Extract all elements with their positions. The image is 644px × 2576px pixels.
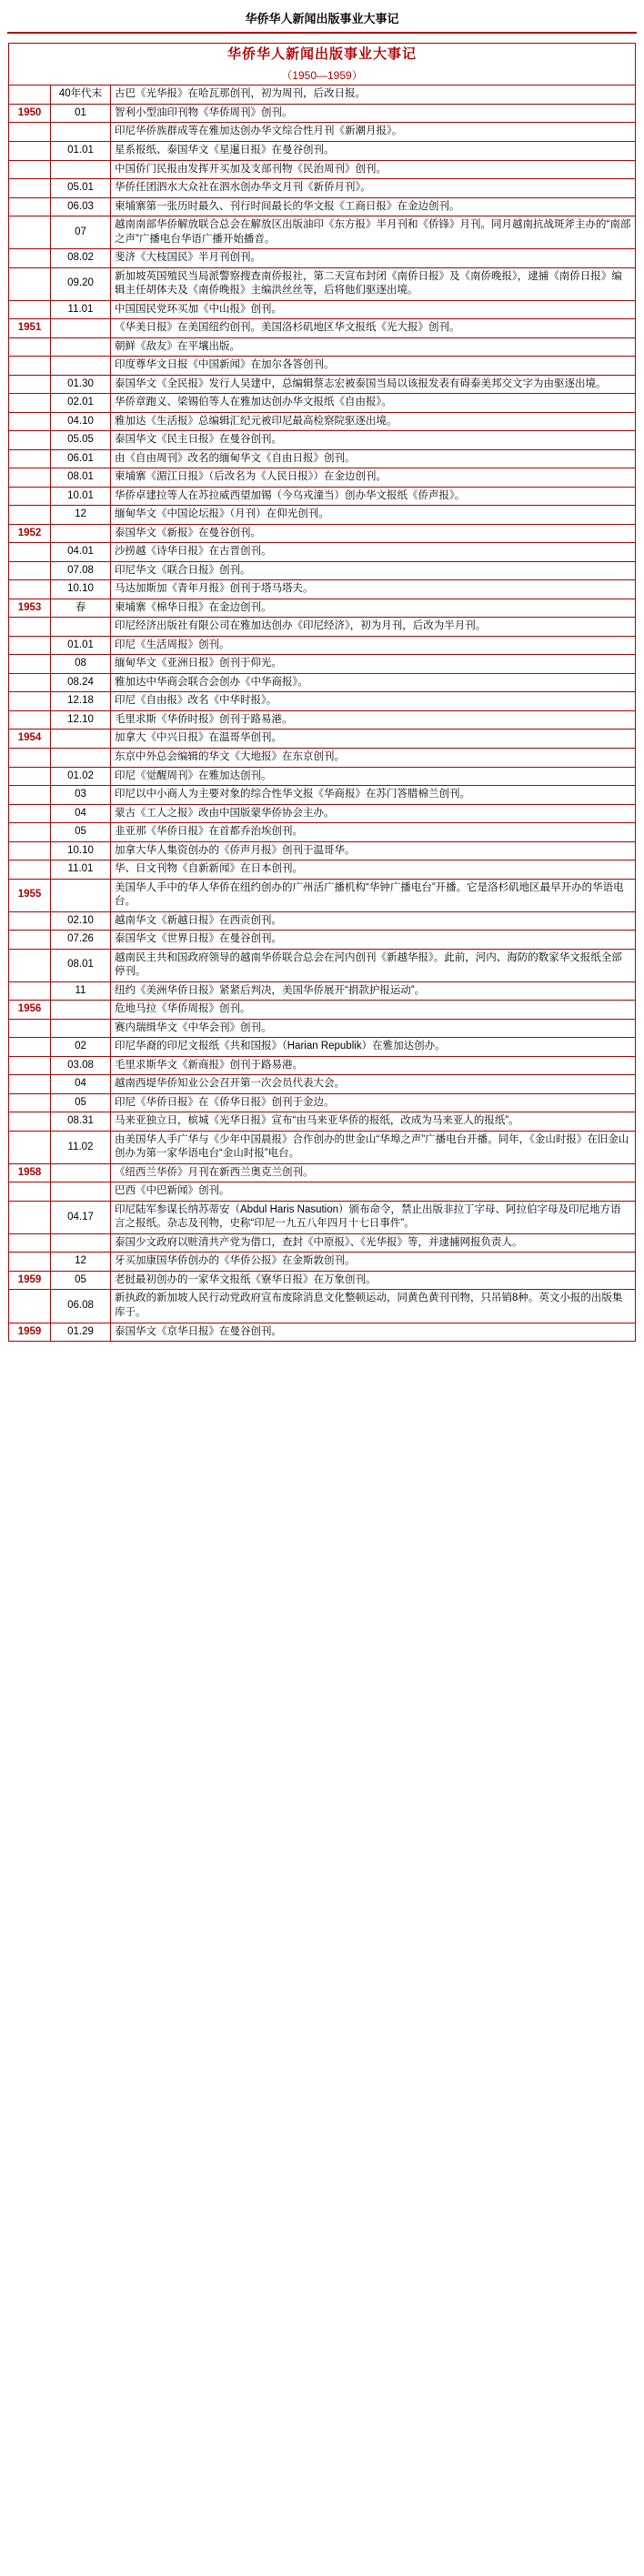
table-row xyxy=(9,655,636,674)
row-date: 08.31 xyxy=(51,1112,111,1132)
row-year xyxy=(9,804,51,823)
table-row xyxy=(9,561,636,580)
row-text: 马来亚独立日，槟城《光华日报》宣布“由马来亚华侨的报纸，改成为马来亚人的报纸”。 xyxy=(111,1112,636,1132)
row-text: 华侨章跑义、梁锡伯等人在雅加达创办华文报纸《自由报》。 xyxy=(111,394,636,413)
row-year xyxy=(9,1131,51,1163)
row-date: 05 xyxy=(51,1093,111,1112)
table-row xyxy=(9,1253,636,1272)
row-date: 04.17 xyxy=(51,1201,111,1233)
row-year xyxy=(9,487,51,506)
row-date: 12 xyxy=(51,1253,111,1272)
row-year xyxy=(9,357,51,376)
row-date: 春 xyxy=(51,599,111,618)
row-date: 03 xyxy=(51,786,111,805)
row-text: 朝鲜《敌友》在平壤出版。 xyxy=(111,337,636,357)
row-text: 老挝最初创办的一家华文报纸《寮华日报》在万象创刊。 xyxy=(111,1271,636,1290)
table-row xyxy=(9,524,636,543)
row-date: 02.01 xyxy=(51,394,111,413)
table-row xyxy=(9,580,636,599)
row-year xyxy=(9,506,51,525)
table-row xyxy=(9,949,636,981)
row-date: 02 xyxy=(51,1038,111,1057)
row-text: 新执政的新加坡人民行动党政府宣布废除消息文化整顿运动，同黄色黄刊刊物，只吊销8种。英文小报的出版集库于。 xyxy=(111,1290,636,1323)
table-row xyxy=(9,506,636,525)
row-year: 1955 xyxy=(9,879,51,911)
table-row xyxy=(9,337,636,357)
row-year xyxy=(9,1201,51,1233)
row-date: 06.03 xyxy=(51,197,111,216)
row-date: 05.05 xyxy=(51,431,111,450)
row-date: 08 xyxy=(51,655,111,674)
row-text: 《华美日报》在美国纽约创刊。美国洛杉矶地区华文报纸《光大报》创刊。 xyxy=(111,319,636,338)
row-date: 04.10 xyxy=(51,412,111,431)
row-year xyxy=(9,561,51,580)
row-date: 12.18 xyxy=(51,692,111,711)
table-row xyxy=(9,804,636,823)
row-date: 01.02 xyxy=(51,767,111,786)
row-year xyxy=(9,337,51,357)
row-text: 沙捞越《诗华日报》在古晋创刊。 xyxy=(111,543,636,562)
row-year: 1956 xyxy=(9,1001,51,1020)
table-row xyxy=(9,981,636,1001)
row-year xyxy=(9,141,51,160)
row-text: 美国华人手中的华人华侨在纽约创办的广州活广播机构“华钟广播电台”开播。它是洛杉矶地区最早开办的华语电台。 xyxy=(111,879,636,911)
row-date: 02.10 xyxy=(51,911,111,931)
table-row xyxy=(9,692,636,711)
row-date: 04 xyxy=(51,804,111,823)
row-year xyxy=(9,1290,51,1323)
table-row xyxy=(9,636,636,655)
row-year: 1950 xyxy=(9,104,51,123)
row-text: 柬埔寨《棉华日报》在金边创刊。 xyxy=(111,599,636,618)
row-text: 泰国华文《世界日报》在曼谷创刊。 xyxy=(111,931,636,950)
table-row xyxy=(9,487,636,506)
row-text: 古巴《光华报》在哈瓦那创刊，初为周刊，后改日报。 xyxy=(111,86,636,105)
table-row xyxy=(9,860,636,880)
table-row xyxy=(9,599,636,618)
row-date: 07.08 xyxy=(51,561,111,580)
row-date: 07.26 xyxy=(51,931,111,950)
events-table xyxy=(8,43,636,1342)
table-row xyxy=(9,449,636,468)
row-text: 华、日文刊物《自新新闻》在日本创刊。 xyxy=(111,860,636,880)
row-text: 智利小型油印刊物《华侨周刊》创刊。 xyxy=(111,104,636,123)
table-row xyxy=(9,710,636,730)
row-text: 越南西堤华侨知业公会召开第一次会员代表大会。 xyxy=(111,1075,636,1094)
row-text: 印尼《自由报》改名《中华时报》。 xyxy=(111,692,636,711)
table-row xyxy=(9,431,636,450)
row-text: 印尼陆军参谋长纳苏蒂安（Abdul Haris Nasution）颁布命令，禁止出版非拉丁字母、阿拉伯字母及印尼地方语言之报纸。杂志及刊物，史称“印尼一九五八年四月十七日事件”。 xyxy=(111,1201,636,1233)
row-date: 04 xyxy=(51,1075,111,1094)
table-row xyxy=(9,1075,636,1094)
row-date: 40年代末 xyxy=(51,86,111,105)
events-table-body xyxy=(9,44,636,1342)
row-date: 06.08 xyxy=(51,1290,111,1323)
row-text: 越南民主共和国政府领导的越南华侨联合总会在河内创刊《新越华报》。此前，河内、海防的数家华文报纸全部停刊。 xyxy=(111,949,636,981)
table-row xyxy=(9,216,636,249)
row-year xyxy=(9,931,51,950)
table-row xyxy=(9,412,636,431)
row-year: 1954 xyxy=(9,730,51,749)
row-text: 越南南部华侨解放联合总会在解放区出版油印《东方报》半月刊和《侨锋》月刊。同月越南抗战斑斧主办的“南部之声”广播电台华语广播开始播音。 xyxy=(111,216,636,249)
row-text: 毛里求斯《华侨时报》创刊于路易港。 xyxy=(111,710,636,730)
row-year xyxy=(9,655,51,674)
row-year xyxy=(9,160,51,179)
table-row xyxy=(9,618,636,637)
row-year xyxy=(9,949,51,981)
row-year xyxy=(9,123,51,142)
row-text: 缅甸华文《中国论坛报》（月刊）在仰光创刊。 xyxy=(111,506,636,525)
table-title: 华侨华人新闻出版事业大事记 xyxy=(226,46,417,62)
row-year: 1952 xyxy=(9,524,51,543)
row-date: 06.01 xyxy=(51,449,111,468)
row-text: 危地马拉《华侨周报》创刊。 xyxy=(111,1001,636,1020)
row-text: 中国侨门民报由发挥开买加及支部刊物《民治周刊》创刊。 xyxy=(111,160,636,179)
table-row xyxy=(9,123,636,142)
row-text: 东京中外总会编辑的华文《大地报》在东京创刊。 xyxy=(111,749,636,768)
row-text: 印尼经济出版社有限公司在雅加达创办《印尼经济》，初为月刊，后改为半月刊。 xyxy=(111,618,636,637)
row-year xyxy=(9,1182,51,1202)
row-date: 09.20 xyxy=(51,267,111,300)
row-text: 泰国华文《京华日报》在曼谷创刊。 xyxy=(111,1323,636,1342)
row-date xyxy=(51,1163,111,1182)
row-text: 中国国民党环买加《中山报》创刊。 xyxy=(111,300,636,319)
row-year xyxy=(9,618,51,637)
table-row xyxy=(9,375,636,394)
row-date: 11 xyxy=(51,981,111,1001)
row-text: 加拿大华人集资创办的《侨声月报》创刊于温哥华。 xyxy=(111,841,636,860)
row-date: 05 xyxy=(51,823,111,842)
row-year: 1953 xyxy=(9,599,51,618)
row-date xyxy=(51,879,111,911)
table-row xyxy=(9,1323,636,1342)
row-text: 马达加斯加《青年月报》创刊于塔马塔夫。 xyxy=(111,580,636,599)
row-date: 03.08 xyxy=(51,1056,111,1075)
row-year xyxy=(9,267,51,300)
row-year xyxy=(9,841,51,860)
row-year: 1951 xyxy=(9,319,51,338)
row-date xyxy=(51,730,111,749)
row-text: 缅甸华文《亚洲日报》创刊于仰光。 xyxy=(111,655,636,674)
table-row xyxy=(9,394,636,413)
row-date: 01 xyxy=(51,104,111,123)
row-year xyxy=(9,1056,51,1075)
row-text: 《纽西兰华侨》月刊在新西兰奥克兰创刊。 xyxy=(111,1163,636,1182)
row-date: 10.10 xyxy=(51,841,111,860)
table-row xyxy=(9,786,636,805)
row-date: 07 xyxy=(51,216,111,249)
row-date: 11.01 xyxy=(51,300,111,319)
row-date xyxy=(51,319,111,338)
table-row xyxy=(9,1290,636,1323)
row-text: 柬埔寨《湄江日报》（后改名为《人民日报》）在金边创刊。 xyxy=(111,468,636,488)
table-row xyxy=(9,179,636,198)
row-year xyxy=(9,767,51,786)
table-row xyxy=(9,468,636,488)
table-row xyxy=(9,86,636,105)
row-date: 05.01 xyxy=(51,179,111,198)
row-date: 01.29 xyxy=(51,1323,111,1342)
row-date: 12.10 xyxy=(51,710,111,730)
row-text: 新加坡英国殖民当局派警察搜查南侨报社，第二天宣布封闭《南侨日报》及《南侨晚报》，逮捕《南侨日报》编辑主任胡体夫及《南侨晚报》主编洪丝丝等，后将他们驱逐出境。 xyxy=(111,267,636,300)
row-year xyxy=(9,1233,51,1253)
row-year xyxy=(9,1038,51,1057)
row-text: 印尼华侨族群成等在雅加达创办华文综合性月刊《新潮月报》。 xyxy=(111,123,636,142)
row-text: 泰国华文《新报》在曼谷创刊。 xyxy=(111,524,636,543)
row-date xyxy=(51,618,111,637)
row-year xyxy=(9,823,51,842)
row-year xyxy=(9,710,51,730)
row-year xyxy=(9,249,51,268)
row-text: 雅加达《生活报》总编辑汇纪元被印尼最高检察院驱逐出境。 xyxy=(111,412,636,431)
row-year xyxy=(9,1093,51,1112)
row-year xyxy=(9,911,51,931)
table-row xyxy=(9,1093,636,1112)
table-row xyxy=(9,104,636,123)
row-date: 12 xyxy=(51,506,111,525)
table-row xyxy=(9,673,636,692)
row-date xyxy=(51,337,111,357)
row-text: 加拿大《中兴日报》在温哥华创刊。 xyxy=(111,730,636,749)
row-year xyxy=(9,1019,51,1038)
row-text: 印尼华文《联合日报》创刊。 xyxy=(111,561,636,580)
row-date: 01.30 xyxy=(51,375,111,394)
row-date xyxy=(51,749,111,768)
table-row xyxy=(9,141,636,160)
row-date: 08.24 xyxy=(51,673,111,692)
row-date: 10.10 xyxy=(51,580,111,599)
table-row xyxy=(9,160,636,179)
document-header: 华侨华人新闻出版事业大事记 xyxy=(7,5,637,34)
row-year xyxy=(9,786,51,805)
row-date xyxy=(51,1001,111,1020)
row-text: 印尼《觉醒周刊》在雅加达创刊。 xyxy=(111,767,636,786)
row-date: 11.01 xyxy=(51,860,111,880)
row-year xyxy=(9,1253,51,1272)
table-row xyxy=(9,730,636,749)
table-row xyxy=(9,319,636,338)
row-date xyxy=(51,524,111,543)
table-row xyxy=(9,1112,636,1132)
row-text: 印尼华裔的印尼文报纸《共和国报》（Harian Republik）在雅加达创办。 xyxy=(111,1038,636,1057)
row-year xyxy=(9,179,51,198)
row-date: 04.01 xyxy=(51,543,111,562)
table-row xyxy=(9,823,636,842)
table-row xyxy=(9,911,636,931)
row-year: 1959 xyxy=(9,1323,51,1342)
row-text: 印尼以中小商人为主要对象的综合性华文报《华商报》在苏门答腊棉兰创刊。 xyxy=(111,786,636,805)
row-text: 由美国华人手广华与《少年中国晨报》合作创办的世金山“华埠之声”广播电台开播。同年，《金山时报》在旧金山创办为第一家华语电台“金山时报”电台。 xyxy=(111,1131,636,1163)
row-date xyxy=(51,123,111,142)
table-row xyxy=(9,931,636,950)
row-text: 由《自由周刊》改名的缅甸华文《自由日报》创刊。 xyxy=(111,449,636,468)
row-year xyxy=(9,981,51,1001)
row-year: 1958 xyxy=(9,1163,51,1182)
table-row xyxy=(9,543,636,562)
table-row xyxy=(9,1182,636,1202)
row-text: 赛内瑞缉华文《中华会刊》创刊。 xyxy=(111,1019,636,1038)
row-date xyxy=(51,1019,111,1038)
row-text: 雅加达中华商会联合会创办《中华商报》。 xyxy=(111,673,636,692)
row-date xyxy=(51,160,111,179)
table-title-row xyxy=(9,44,636,86)
row-date: 01.01 xyxy=(51,636,111,655)
table-row xyxy=(9,1233,636,1253)
row-year xyxy=(9,749,51,768)
row-year xyxy=(9,216,51,249)
row-text: 毛里求斯华文《新商报》创刊于路易港。 xyxy=(111,1056,636,1075)
table-row xyxy=(9,1201,636,1233)
row-text: 印尼《生活周报》创刊。 xyxy=(111,636,636,655)
row-year xyxy=(9,412,51,431)
row-date: 08.01 xyxy=(51,468,111,488)
table-row xyxy=(9,1163,636,1182)
row-text: 蒙古《工人之报》改由中国版蒙华侨协会主办。 xyxy=(111,804,636,823)
table-row xyxy=(9,1271,636,1290)
row-date: 10.01 xyxy=(51,487,111,506)
row-year xyxy=(9,580,51,599)
row-year xyxy=(9,468,51,488)
row-year xyxy=(9,636,51,655)
row-date xyxy=(51,1233,111,1253)
table-row xyxy=(9,767,636,786)
table-row xyxy=(9,300,636,319)
row-text: 泰国华文《全民报》发行人吴建中，总编辑蔡志宏被泰国当局以该报发表有碍泰美邦交文字为由驱逐出境。 xyxy=(111,375,636,394)
row-date xyxy=(51,357,111,376)
row-text: 印度尊华文日报《中国新闻》在加尔各答创刊。 xyxy=(111,357,636,376)
row-text: 纽约《美洲华侨日报》紧紧后判决，美国华侨展开“捐款护报运动”。 xyxy=(111,981,636,1001)
row-text: 印尼《华侨日报》在《侨华日报》创刊于金边。 xyxy=(111,1093,636,1112)
row-date: 05 xyxy=(51,1271,111,1290)
table-row xyxy=(9,1019,636,1038)
row-year xyxy=(9,300,51,319)
table-row xyxy=(9,1038,636,1057)
table-subtitle: （1950—1959） xyxy=(281,69,363,83)
row-year xyxy=(9,860,51,880)
row-text: 泰国少文政府以赃清共产党为借口，查封《中原报》、《光华报》等，并逮捕网报负责人。 xyxy=(111,1233,636,1253)
table-row xyxy=(9,267,636,300)
table-title-cell xyxy=(9,44,636,86)
row-year: 1959 xyxy=(9,1271,51,1290)
row-date: 08.02 xyxy=(51,249,111,268)
row-text: 牙买加康国华侨创办的《华侨公报》在金斯敦创刊。 xyxy=(111,1253,636,1272)
row-year xyxy=(9,431,51,450)
row-text: 华侨任团泗水大众社在泗水创办华文月刊《新侨月刊》。 xyxy=(111,179,636,198)
row-text: 柬埔寨第一张历时最久、刊行时间最长的华文报《工商日报》在金边创刊。 xyxy=(111,197,636,216)
row-text: 韭亚那《华侨日报》在首都乔治埃创刊。 xyxy=(111,823,636,842)
row-date xyxy=(51,1182,111,1202)
table-row xyxy=(9,249,636,268)
table-row xyxy=(9,1131,636,1163)
row-year xyxy=(9,86,51,105)
row-text: 泰国华文《民主日报》在曼谷创刊。 xyxy=(111,431,636,450)
row-text: 斐济《大枝国民》半月刊创刊。 xyxy=(111,249,636,268)
table-row xyxy=(9,749,636,768)
row-text: 华侨卓建拉等人在苏拉威西望加锡（今乌戎潼当）创办华文报纸《侨声报》。 xyxy=(111,487,636,506)
row-year xyxy=(9,1112,51,1132)
row-text: 越南华文《新越日报》在西贡创刊。 xyxy=(111,911,636,931)
row-year xyxy=(9,1075,51,1094)
row-year xyxy=(9,449,51,468)
row-year xyxy=(9,692,51,711)
row-year xyxy=(9,543,51,562)
table-row xyxy=(9,1001,636,1020)
table-row xyxy=(9,841,636,860)
row-date: 11.02 xyxy=(51,1131,111,1163)
row-date: 08.01 xyxy=(51,949,111,981)
row-text: 巴西《中巴新闻》创刊。 xyxy=(111,1182,636,1202)
table-row xyxy=(9,357,636,376)
row-year xyxy=(9,197,51,216)
row-year xyxy=(9,673,51,692)
table-row xyxy=(9,879,636,911)
row-date: 01.01 xyxy=(51,141,111,160)
row-year xyxy=(9,375,51,394)
table-row xyxy=(9,1056,636,1075)
table-row xyxy=(9,197,636,216)
row-year xyxy=(9,394,51,413)
row-text: 星系报纸、泰国华文《星暹日报》在曼谷创刊。 xyxy=(111,141,636,160)
